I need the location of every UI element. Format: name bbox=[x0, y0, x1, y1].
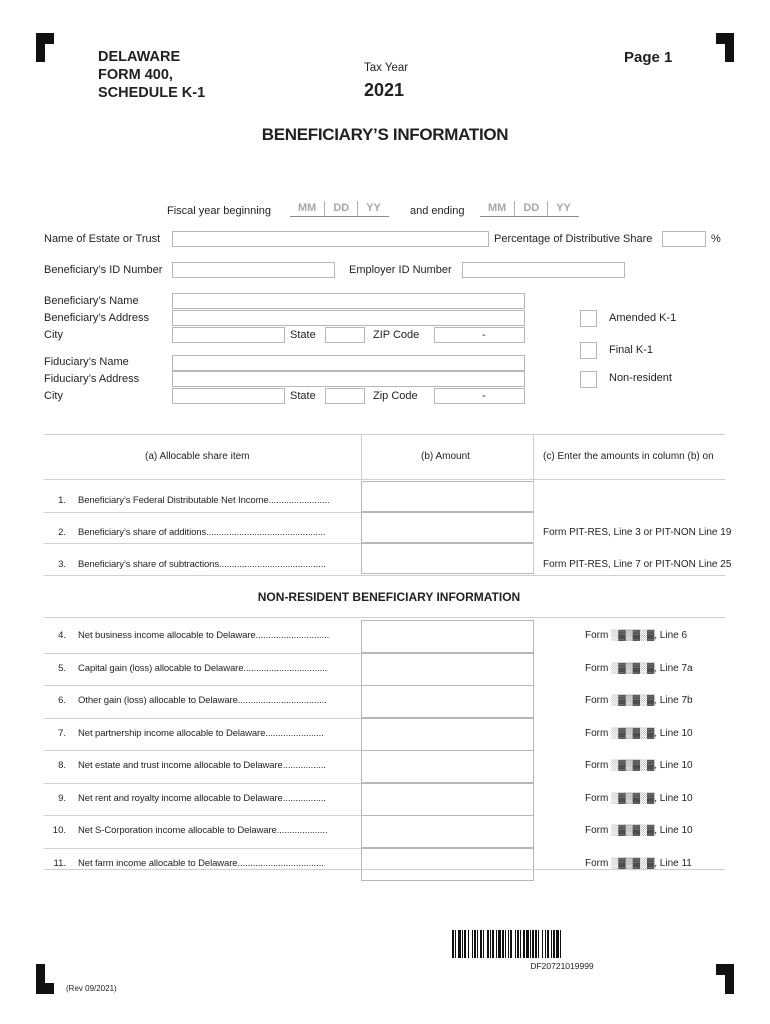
registration-mark-bottom-right-arm bbox=[716, 964, 734, 975]
fiduciary-zip-dash: - bbox=[482, 390, 486, 402]
page-number: Page 1 bbox=[624, 49, 673, 66]
line-6-text: Other gain (loss) allocable to Delaware................................... bbox=[78, 695, 327, 706]
line-6-amount-input[interactable] bbox=[361, 685, 534, 718]
table-header-divider-2 bbox=[533, 434, 534, 479]
line-6-number: 6. bbox=[58, 695, 66, 706]
fiduciary-address-label: Fiduciary’s Address bbox=[44, 373, 140, 385]
line-10-number: 10. bbox=[52, 825, 66, 836]
nonresident-bottom-rule bbox=[44, 869, 725, 870]
nonresident-checkbox[interactable] bbox=[580, 371, 597, 388]
tax-year-value: 2021 bbox=[364, 80, 405, 100]
fiduciary-state-label: State bbox=[290, 390, 316, 402]
beneficiary-zip-label: ZIP Code bbox=[373, 329, 420, 341]
table-header-rule bbox=[44, 479, 725, 480]
table-bottom-rule bbox=[44, 575, 725, 576]
table-header-divider-1 bbox=[361, 434, 362, 479]
line-9-text: Net rent and royalty income allocable to Delaware................. bbox=[78, 793, 326, 804]
line-6-reference: Form ░▓▒▓░▓, Line 7b bbox=[585, 695, 693, 706]
line-5-amount-input[interactable] bbox=[361, 653, 534, 686]
fiscal-begin-year[interactable]: YY bbox=[366, 202, 381, 214]
beneficiary-id-label: Beneficiary’s ID Number bbox=[44, 264, 163, 276]
line-9-number: 9. bbox=[58, 793, 66, 804]
line-11-number: 11. bbox=[53, 858, 66, 869]
line-4-number: 4. bbox=[58, 630, 66, 641]
line-11-amount-input[interactable] bbox=[361, 848, 534, 881]
barcode-bar bbox=[561, 930, 563, 958]
line-2-text: Beneficiary’s share of additions............................................... bbox=[78, 527, 326, 538]
fiscal-end-date[interactable] bbox=[480, 201, 579, 217]
beneficiary-address-label: Beneficiary’s Address bbox=[44, 312, 149, 324]
line-9-reference: Form ░▓▒▓░▓, Line 10 bbox=[585, 793, 693, 804]
fiduciary-city-label: City bbox=[44, 390, 63, 402]
registration-mark-top-left-arm bbox=[36, 33, 54, 44]
fiduciary-address-input[interactable] bbox=[172, 371, 525, 387]
row-1-rule bbox=[44, 512, 361, 513]
employer-id-input[interactable] bbox=[462, 262, 625, 278]
line-3-text: Beneficiary’s share of subtractions.......................................... bbox=[78, 559, 326, 570]
beneficiary-address-input[interactable] bbox=[172, 310, 525, 326]
estate-name-label: Name of Estate or Trust bbox=[44, 233, 161, 245]
line-7-rule bbox=[44, 750, 361, 751]
line-7-text: Net partnership income allocable to Delaware....................... bbox=[78, 728, 324, 739]
registration-mark-bottom-left-arm bbox=[36, 983, 54, 994]
line-11-text: Net farm income allocable to Delaware.................................. bbox=[78, 858, 324, 869]
beneficiary-name-label: Beneficiary’s Name bbox=[44, 295, 139, 307]
line-3-reference: Form PIT-RES, Line 7 or PIT-NON Line 25 bbox=[543, 559, 732, 570]
distributive-share-input[interactable] bbox=[662, 231, 706, 247]
line-10-rule bbox=[44, 848, 361, 849]
line-4-text: Net business income allocable to Delaware............................. bbox=[78, 630, 330, 641]
beneficiary-zip-input[interactable] bbox=[434, 327, 525, 343]
nonresident-label: Non-resident bbox=[609, 372, 672, 384]
row-2-rule bbox=[44, 543, 361, 544]
fiscal-end-year[interactable]: YY bbox=[556, 202, 571, 214]
line-1-text: Beneficiary’s Federal Distributable Net Income........................ bbox=[78, 495, 330, 506]
line-8-reference: Form ░▓▒▓░▓, Line 10 bbox=[585, 760, 693, 771]
line-10-text: Net S-Corporation income allocable to Delaware.................... bbox=[78, 825, 328, 836]
form-line-1: DELAWARE bbox=[98, 49, 181, 65]
employer-id-label: Employer ID Number bbox=[349, 264, 452, 276]
fiscal-begin-date[interactable] bbox=[290, 201, 389, 217]
line-7-reference: Form ░▓▒▓░▓, Line 10 bbox=[585, 728, 693, 739]
fiscal-end-day[interactable]: DD bbox=[515, 201, 548, 216]
line-3-amount-input[interactable] bbox=[361, 543, 534, 574]
line-1-amount-input[interactable] bbox=[361, 481, 534, 512]
line-7-number: 7. bbox=[58, 728, 66, 739]
distributive-share-label: Percentage of Distributive Share bbox=[494, 233, 653, 245]
line-8-amount-input[interactable] bbox=[361, 750, 534, 783]
fiduciary-zip-label: Zip Code bbox=[373, 390, 418, 402]
percent-sign: % bbox=[711, 233, 721, 245]
beneficiary-state-label: State bbox=[290, 329, 316, 341]
beneficiary-id-input[interactable] bbox=[172, 262, 335, 278]
beneficiary-state-input[interactable] bbox=[325, 327, 365, 343]
table-body-divider bbox=[533, 480, 534, 576]
tax-year-label: Tax Year bbox=[364, 62, 409, 74]
column-c-header: (c) Enter the amounts in column (b) on bbox=[543, 451, 714, 462]
line-5-text: Capital gain (loss) allocable to Delaware................................. bbox=[78, 663, 328, 674]
line-6-rule bbox=[44, 718, 361, 719]
form-line-2: FORM 400, bbox=[98, 67, 173, 83]
fiduciary-state-input[interactable] bbox=[325, 388, 365, 404]
estate-name-input[interactable] bbox=[172, 231, 489, 247]
fiduciary-city-input[interactable] bbox=[172, 388, 285, 404]
fiscal-begin-month[interactable]: MM bbox=[290, 201, 325, 216]
line-5-reference: Form ░▓▒▓░▓, Line 7a bbox=[585, 663, 693, 674]
line-8-number: 8. bbox=[58, 760, 66, 771]
line-2-number: 2. bbox=[58, 527, 66, 538]
revision-date: (Rev 09/2021) bbox=[66, 984, 117, 993]
line-2-amount-input[interactable] bbox=[361, 512, 534, 543]
beneficiary-name-input[interactable] bbox=[172, 293, 525, 309]
form-identifier bbox=[98, 48, 205, 102]
line-9-amount-input[interactable] bbox=[361, 783, 534, 816]
beneficiary-city-input[interactable] bbox=[172, 327, 285, 343]
fiscal-end-month[interactable]: MM bbox=[480, 201, 515, 216]
line-5-number: 5. bbox=[58, 663, 66, 674]
amended-k1-checkbox[interactable] bbox=[580, 310, 597, 327]
line-10-amount-input[interactable] bbox=[361, 815, 534, 848]
fiduciary-zip-input[interactable] bbox=[434, 388, 525, 404]
final-k1-checkbox[interactable] bbox=[580, 342, 597, 359]
line-2-reference: Form PIT-RES, Line 3 or PIT-NON Line 19 bbox=[543, 527, 732, 538]
line-9-rule bbox=[44, 815, 361, 816]
line-5-rule bbox=[44, 685, 361, 686]
line-7-amount-input[interactable] bbox=[361, 718, 534, 751]
form-line-3: SCHEDULE K-1 bbox=[98, 85, 206, 101]
nonresident-section-title: NON-RESIDENT BENEFICIARY INFORMATION bbox=[257, 590, 521, 604]
amended-k1-label: Amended K-1 bbox=[609, 312, 677, 324]
fiduciary-name-input[interactable] bbox=[172, 355, 525, 371]
fiscal-begin-day[interactable]: DD bbox=[325, 201, 358, 216]
fiscal-end-label: and ending bbox=[410, 205, 465, 217]
page-title: BENEFICIARY’S INFORMATION bbox=[261, 125, 509, 144]
nonresident-top-rule bbox=[44, 617, 725, 618]
line-1-number: 1. bbox=[58, 495, 66, 506]
barcode bbox=[452, 930, 672, 958]
line-8-rule bbox=[44, 783, 361, 784]
fiscal-begin-label: Fiscal year beginning bbox=[167, 205, 271, 217]
final-k1-label: Final K-1 bbox=[609, 344, 654, 356]
line-4-reference: Form ░▓▒▓░▓, Line 6 bbox=[585, 630, 688, 641]
barcode-number: DF20721019999 bbox=[530, 961, 594, 971]
registration-mark-top-right-arm bbox=[716, 33, 734, 44]
table-top-rule bbox=[44, 434, 725, 435]
line-4-rule bbox=[44, 653, 361, 654]
fiduciary-name-label: Fiduciary’s Name bbox=[44, 356, 129, 368]
line-3-number: 3. bbox=[58, 559, 66, 570]
line-11-reference: Form ░▓▒▓░▓, Line 11 bbox=[585, 858, 692, 869]
line-4-amount-input[interactable] bbox=[361, 620, 534, 653]
line-10-reference: Form ░▓▒▓░▓, Line 10 bbox=[585, 825, 693, 836]
column-b-header: (b) Amount bbox=[421, 451, 470, 462]
beneficiary-zip-dash: - bbox=[482, 329, 486, 341]
beneficiary-city-label: City bbox=[44, 329, 63, 341]
line-8-text: Net estate and trust income allocable to Delaware................. bbox=[78, 760, 326, 771]
column-a-header: (a) Allocable share item bbox=[145, 451, 250, 462]
